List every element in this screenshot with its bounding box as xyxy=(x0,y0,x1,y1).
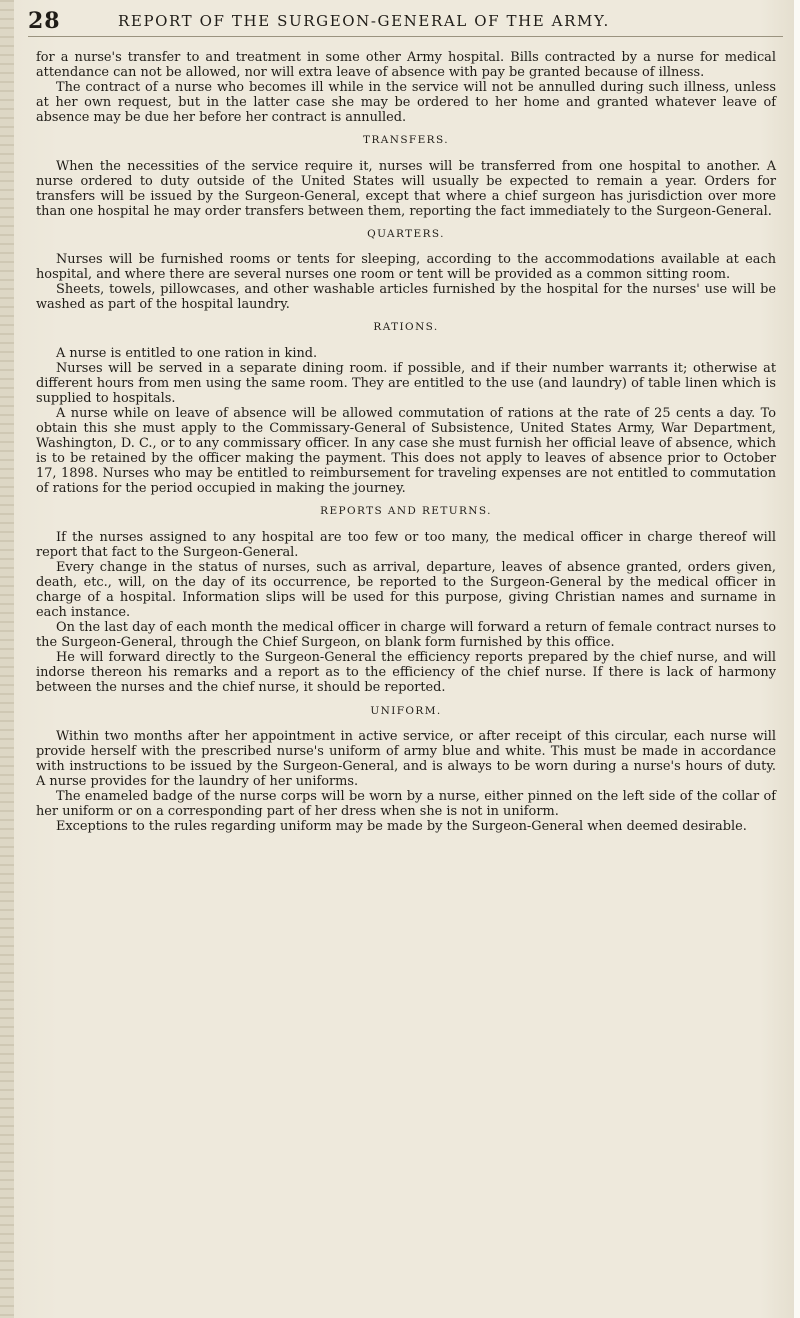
paragraph: When the necessities of the service require it, nurses will be transferred from one hospital to another. A nurse ordered to duty outside of the United States will usually be expected to remain a year. Orders for transfers will be issued by the Surgeon-General, except that where a chief surgeon has jurisdiction over more than one hospital he may order transfers between them, reporting the fact immediately to the Surgeon-General. xyxy=(36,158,776,219)
page-binding-edge xyxy=(0,0,14,1318)
paragraph: Exceptions to the rules regarding uniform may be made by the Surgeon-General when deemed desirable. xyxy=(56,819,747,835)
paragraph: A nurse while on leave of absence will be allowed commutation of rations at the rate of 25 cents a day. To obtain this she must apply to the Commissary-General of Subsistence, United States Army, War Department, Washington, D. C., or to any commissary officer. In any case she must furnish her official leave of absence, which is to be retained by the officer making the payment. This does not apply to leaves of absence prior to October 17, 1898. Nurses who may be entitled to reimbursement for traveling expenses are not entitled to commutation of rations for the period occupied in making the journey. xyxy=(36,405,776,497)
section-heading-rations: RATIONS. xyxy=(373,321,439,334)
section-rations xyxy=(36,320,776,496)
page-header xyxy=(28,6,783,37)
page-body xyxy=(36,50,776,842)
paragraph: The contract of a nurse who becomes ill while in the service will not be annulled during such illness, unless at her own request, but in the latter case she may be ordered to her home and granted whatever leave of absence may be due her before her contract is annulled. xyxy=(36,80,776,126)
section-heading-reports-and-returns: REPORTS AND RETURNS. xyxy=(320,505,492,518)
paragraph: The enameled badge of the nurse corps will be worn by a nurse, either pinned on the left side of the collar of her uniform or on a corresponding part of her dress when she is not in uniform. xyxy=(36,789,776,820)
section-intro xyxy=(36,50,776,125)
running-title: REPORT OF THE SURGEON-GENERAL OF THE ARMY. xyxy=(118,12,610,30)
section-uniform xyxy=(36,704,776,835)
paragraph: On the last day of each month the medical officer in charge will forward a return of female contract nurses to the Surgeon-General, through the Chief Surgeon, on blank form furnished by this office. xyxy=(36,620,776,651)
section-quarters xyxy=(36,227,776,312)
paragraph: Within two months after her appointment in active service, or after receipt of this circular, each nurse will provide herself with the prescribed nurse's uniform of army blue and white. This must be made in accordance with instructions to be issued by the Surgeon-General, and is always to be worn during a nurse's hours of duty. A nurse provides for the laundry of her uniforms. xyxy=(36,728,776,789)
paragraph: Every change in the status of nurses, such as arrival, departure, leaves of absence granted, orders given, death, etc., will, on the day of its occurrence, be reported to the Surgeon-General by the medical officer in charge of a hospital. Information slips will be used for this purpose, giving Christian names and surname in each instance. xyxy=(36,559,776,620)
page-right-edge xyxy=(794,0,800,1318)
section-reports-and-returns xyxy=(36,504,776,695)
paragraph: If the nurses assigned to any hospital are too few or too many, the medical officer in charge thereof will report that fact to the Surgeon-General. xyxy=(36,529,776,560)
page-number: 28 xyxy=(28,8,61,34)
paragraph: Nurses will be furnished rooms or tents for sleeping, according to the accommodations available at each hospital, and where there are several nurses one room or tent will be provided as a common sitting room. xyxy=(36,252,776,283)
paragraph: A nurse is entitled to one ration in kind. xyxy=(56,345,318,361)
paragraph: He will forward directly to the Surgeon-General the efficiency reports prepared by the chief nurse, and will indorse thereon his remarks and a report as to the efficiency of the chief nurse. If there is lack of harmony between the nurses and the chief nurse, it should be reported. xyxy=(36,650,776,696)
paragraph: Sheets, towels, pillowcases, and other washable articles furnished by the hospital for the nurses' use will be washed as part of the hospital laundry. xyxy=(36,282,776,313)
paragraph: for a nurse's transfer to and treatment in some other Army hospital. Bills contracted by a nurse for medical attendance can not be allowed, nor will extra leave of absence with pay be granted because of illness. xyxy=(36,50,776,81)
section-heading-quarters: QUARTERS. xyxy=(367,227,445,240)
section-transfers xyxy=(36,133,776,218)
section-heading-uniform: UNIFORM. xyxy=(370,704,442,717)
paragraph: Nurses will be served in a separate dining room. if possible, and if their number warrants it; otherwise at different hours from men using the same room. They are entitled to the use (and laundry) of table linen which is supplied to hospitals. xyxy=(36,360,776,406)
section-heading-transfers: TRANSFERS. xyxy=(363,134,449,147)
